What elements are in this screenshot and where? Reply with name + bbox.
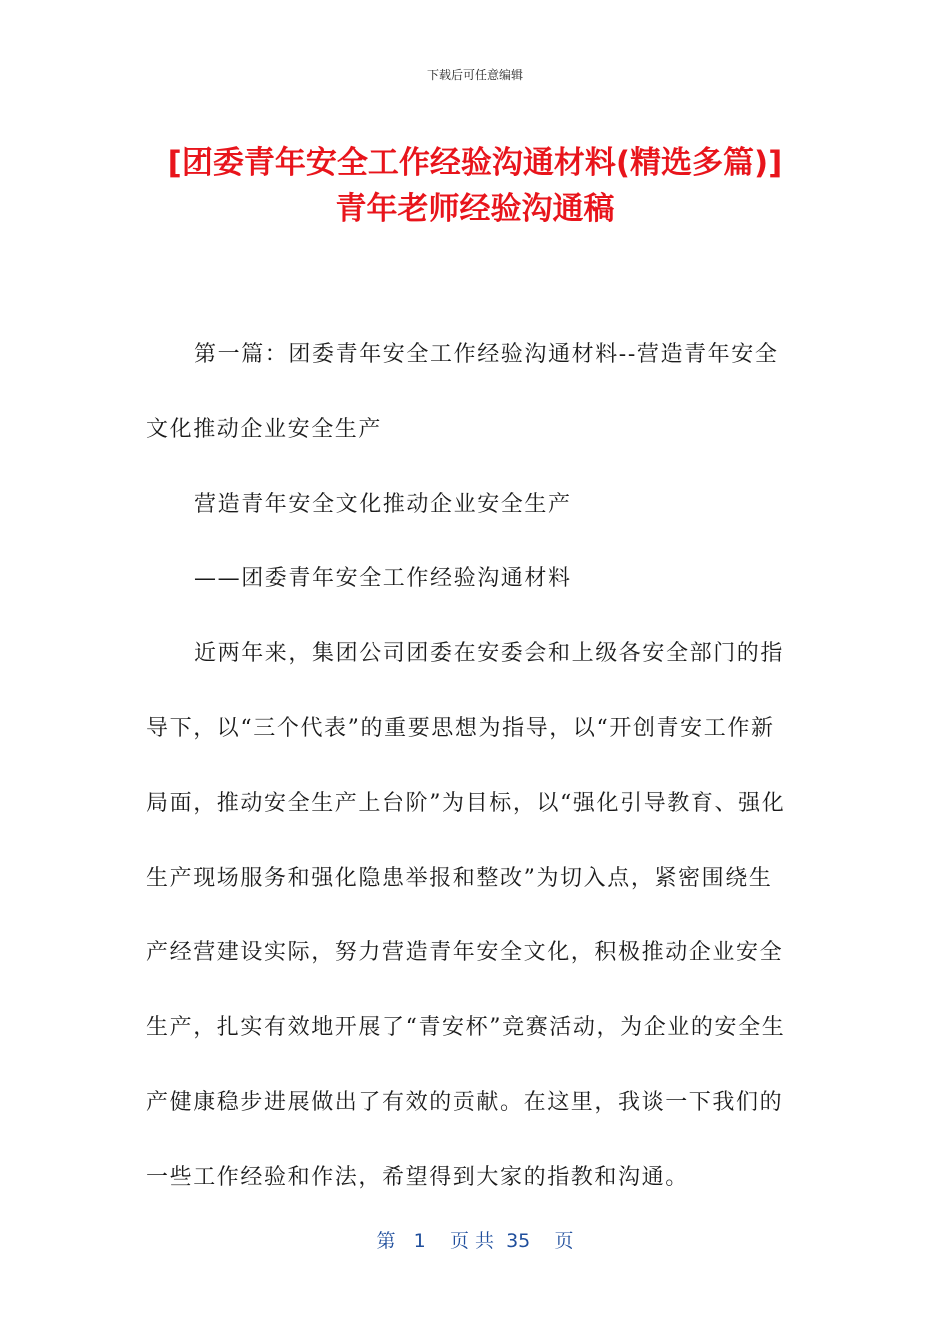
document-body: [146, 318, 796, 1216]
document-title: [60, 140, 890, 232]
paragraph-3: ——团委青年安全工作经验沟通材料: [194, 566, 572, 592]
paragraph-4: 近两年来，集团公司团委在安委会和上级各安全部门的指导下，以“三个代表”的重要思想为指导，以“开创青安工作新局面，推动安全生产上台阶”为目标，以“强化引导教育、强化生产现场服务和强化隐患举报和整改”为切入点，紧密围绕生产经营建设实际，努力营造青年安全文化，积极推动企业安全生产，扎实有效地开展了“青安杯”竞赛活动，为企业的安全生产健康稳步进展做出了有效的贡献。在这里，我谈一下我们的一些工作经验和作法，希望得到大家的指教和沟通。: [146, 641, 786, 1190]
footer-suffix: 页: [554, 1230, 574, 1252]
footer-middle: 页 共: [449, 1230, 494, 1252]
footer-prefix: 第: [376, 1230, 396, 1252]
paragraph-2: 营造青年安全文化推动企业安全生产: [194, 491, 572, 517]
title-line-1: [团委青年安全工作经验沟通材料(精选多篇)]: [167, 145, 783, 181]
current-page-number: 1: [413, 1230, 426, 1252]
title-line-2: 青年老师经验沟通稿: [335, 191, 615, 227]
page-footer: [0, 1226, 950, 1253]
total-pages-number: 35: [506, 1230, 531, 1252]
header-note: 下载后可任意编辑: [426, 68, 523, 82]
paragraph-1: 第一篇：团委青年安全工作经验沟通材料--营造青年安全文化推动企业安全生产: [146, 342, 779, 442]
